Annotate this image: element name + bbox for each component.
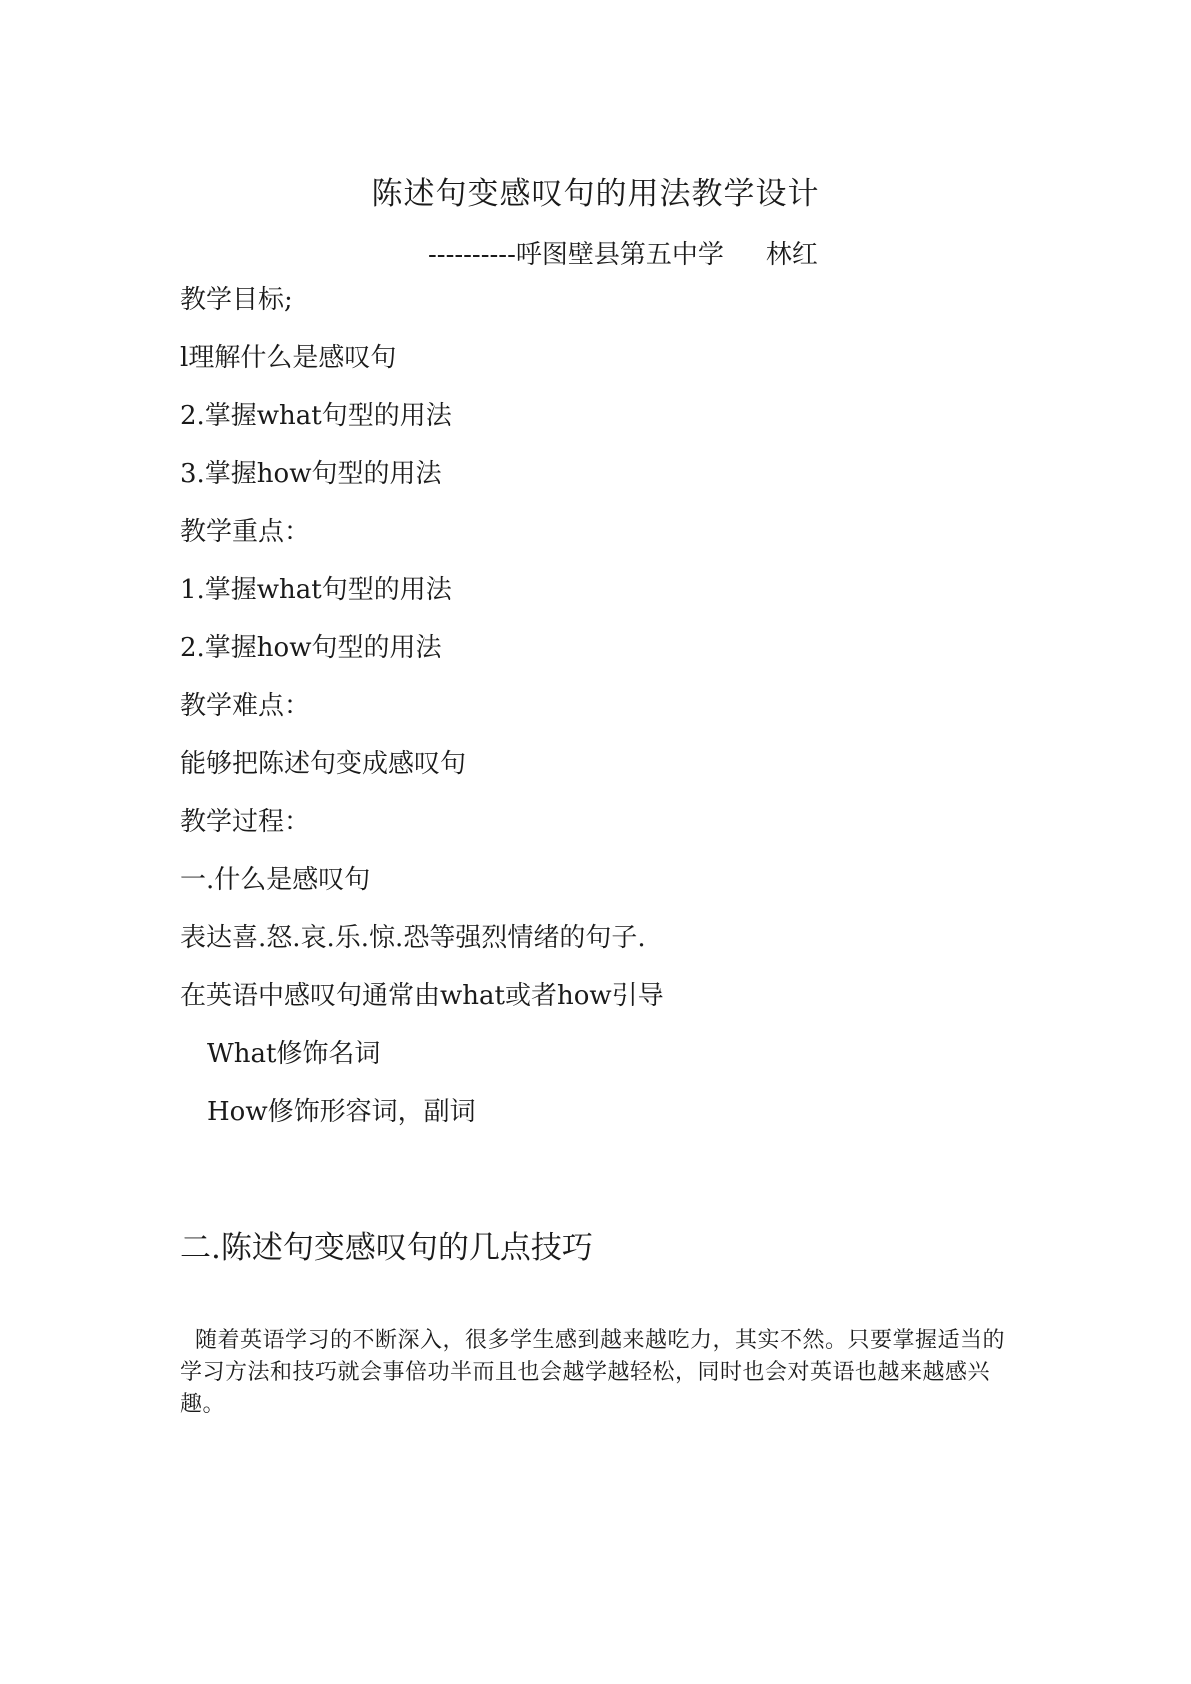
goal-item-2: 2.掌握what句型的用法 — [180, 401, 452, 431]
definition-line: 表达喜.怒.哀.乐.惊.恐等强烈情绪的句子. — [180, 923, 646, 953]
byline-author: 林红 — [765, 240, 818, 270]
section-2-heading: 二.陈述句变感叹句的几点技巧 — [180, 1230, 593, 1266]
goal-item-3: 3.掌握how句型的用法 — [180, 459, 442, 489]
heading-key-points: 教学重点： — [180, 517, 311, 547]
difficulty-item: 能够把陈述句变成感叹句 — [180, 749, 467, 779]
heading-process: 教学过程： — [180, 807, 311, 837]
key-point-2: 2.掌握how句型的用法 — [180, 633, 442, 663]
heading-difficulty: 教学难点： — [180, 691, 311, 721]
document-title: 陈述句变感叹句的用法教学设计 — [371, 176, 820, 212]
heading-teaching-goals: 教学目标; — [180, 285, 293, 315]
what-usage-line: What修饰名词 — [207, 1039, 381, 1069]
how-usage-line: How修饰形容词，副词 — [207, 1097, 476, 1127]
body-paragraph: 随着英语学习的不断深入，很多学生感到越来越吃力，其实不然。只要掌握适当的学习方法和技巧就会事倍功半而且也会越学越轻松，同时也会对英语也越来越感兴趣。 — [180, 1328, 1006, 1417]
document-byline — [428, 234, 818, 271]
byline-school: ----------呼图壁县第五中学 — [428, 240, 724, 270]
intro-line: 在英语中感叹句通常由what或者how引导 — [180, 981, 664, 1011]
section-1-heading: 一.什么是感叹句 — [180, 865, 371, 895]
goal-item-1: l理解什么是感叹句 — [180, 343, 397, 373]
key-point-1: 1.掌握what句型的用法 — [180, 575, 452, 605]
